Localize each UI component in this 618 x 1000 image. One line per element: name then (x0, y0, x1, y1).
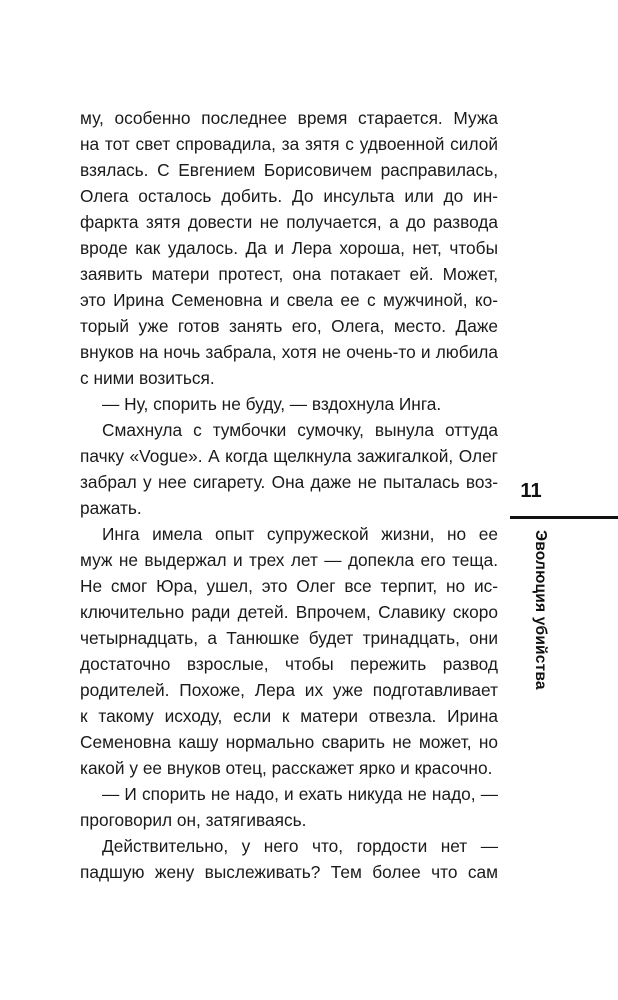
text-line: фаркта зятя довести не получается, а до развода (80, 212, 498, 232)
text-line: Семеновна кашу нормально сварить не может, но (80, 732, 498, 752)
text-line: ключительно ради детей. Впрочем, Славику скоро (80, 602, 498, 622)
text-line: Не смог Юра, ушел, это Олег все терпит, но ис- (80, 576, 498, 596)
text-line: четырнадцать, а Танюшке будет тринадцать, они (80, 628, 498, 648)
text-line: Действительно, у него что, гордости нет — (102, 836, 498, 856)
text-line: вроде как удалось. Да и Лера хороша, нет, чтобы (80, 238, 498, 258)
text-line: падшую жену выслеживать? Тем более что сам (80, 862, 498, 882)
text-line: Смахнула с тумбочки сумочку, вынула оттуда (102, 420, 498, 440)
text-line: к такому исходу, если к матери отвезла. Ирина (80, 706, 498, 726)
text-line: пачку «Vogue». А когда щелкнула зажигалкой, Олег (80, 446, 498, 466)
text-line: — Ну, спорить не буду, — вздохнула Инга. (102, 394, 442, 414)
margin-rule (510, 516, 618, 519)
text-line: торый уже готов занять его, Олега, место. Даже (80, 316, 498, 336)
text-line: заявить матери протест, она потакает ей. Может, (80, 264, 498, 284)
text-line: му, особенно последнее время старается. Мужа (80, 108, 498, 128)
text-line: какой у ее внуков отец, расскажет ярко и красочно. (80, 758, 493, 778)
text-line: взялась. С Евгением Борисовичем расправилась, (80, 160, 498, 180)
running-title: Эволюция убийства (532, 530, 549, 690)
text-line: муж не выдержал и трех лет — допекла его теща. (80, 550, 498, 570)
text-line: Олега осталось добить. До инсульта или до ин- (80, 186, 498, 206)
text-line: — И спорить не надо, и ехать никуда не надо, — (102, 784, 498, 804)
text-line: достаточно взрослые, чтобы пережить развод (80, 654, 498, 674)
text-line: на тот свет спровадила, за зятя с удвоенной силой (80, 134, 498, 154)
text-line: проговорил он, затягиваясь. (80, 810, 307, 830)
text-line: с ними возиться. (80, 368, 215, 388)
page-number: 11 (520, 480, 542, 502)
text-line: Инга имела опыт супружеской жизни, но ее (102, 524, 498, 544)
text-line: это Ирина Семеновна и свела ее с мужчиной, ко- (80, 290, 498, 310)
text-line: родителей. Похоже, Лера их уже подготавливает (80, 680, 498, 700)
text-line: внуков на ночь забрала, хотя не очень-то и любила (80, 342, 498, 362)
text-line: ражать. (80, 498, 142, 518)
body-text (80, 105, 498, 885)
text-line: забрал у нее сигарету. Она даже не пыталась воз- (80, 472, 498, 492)
